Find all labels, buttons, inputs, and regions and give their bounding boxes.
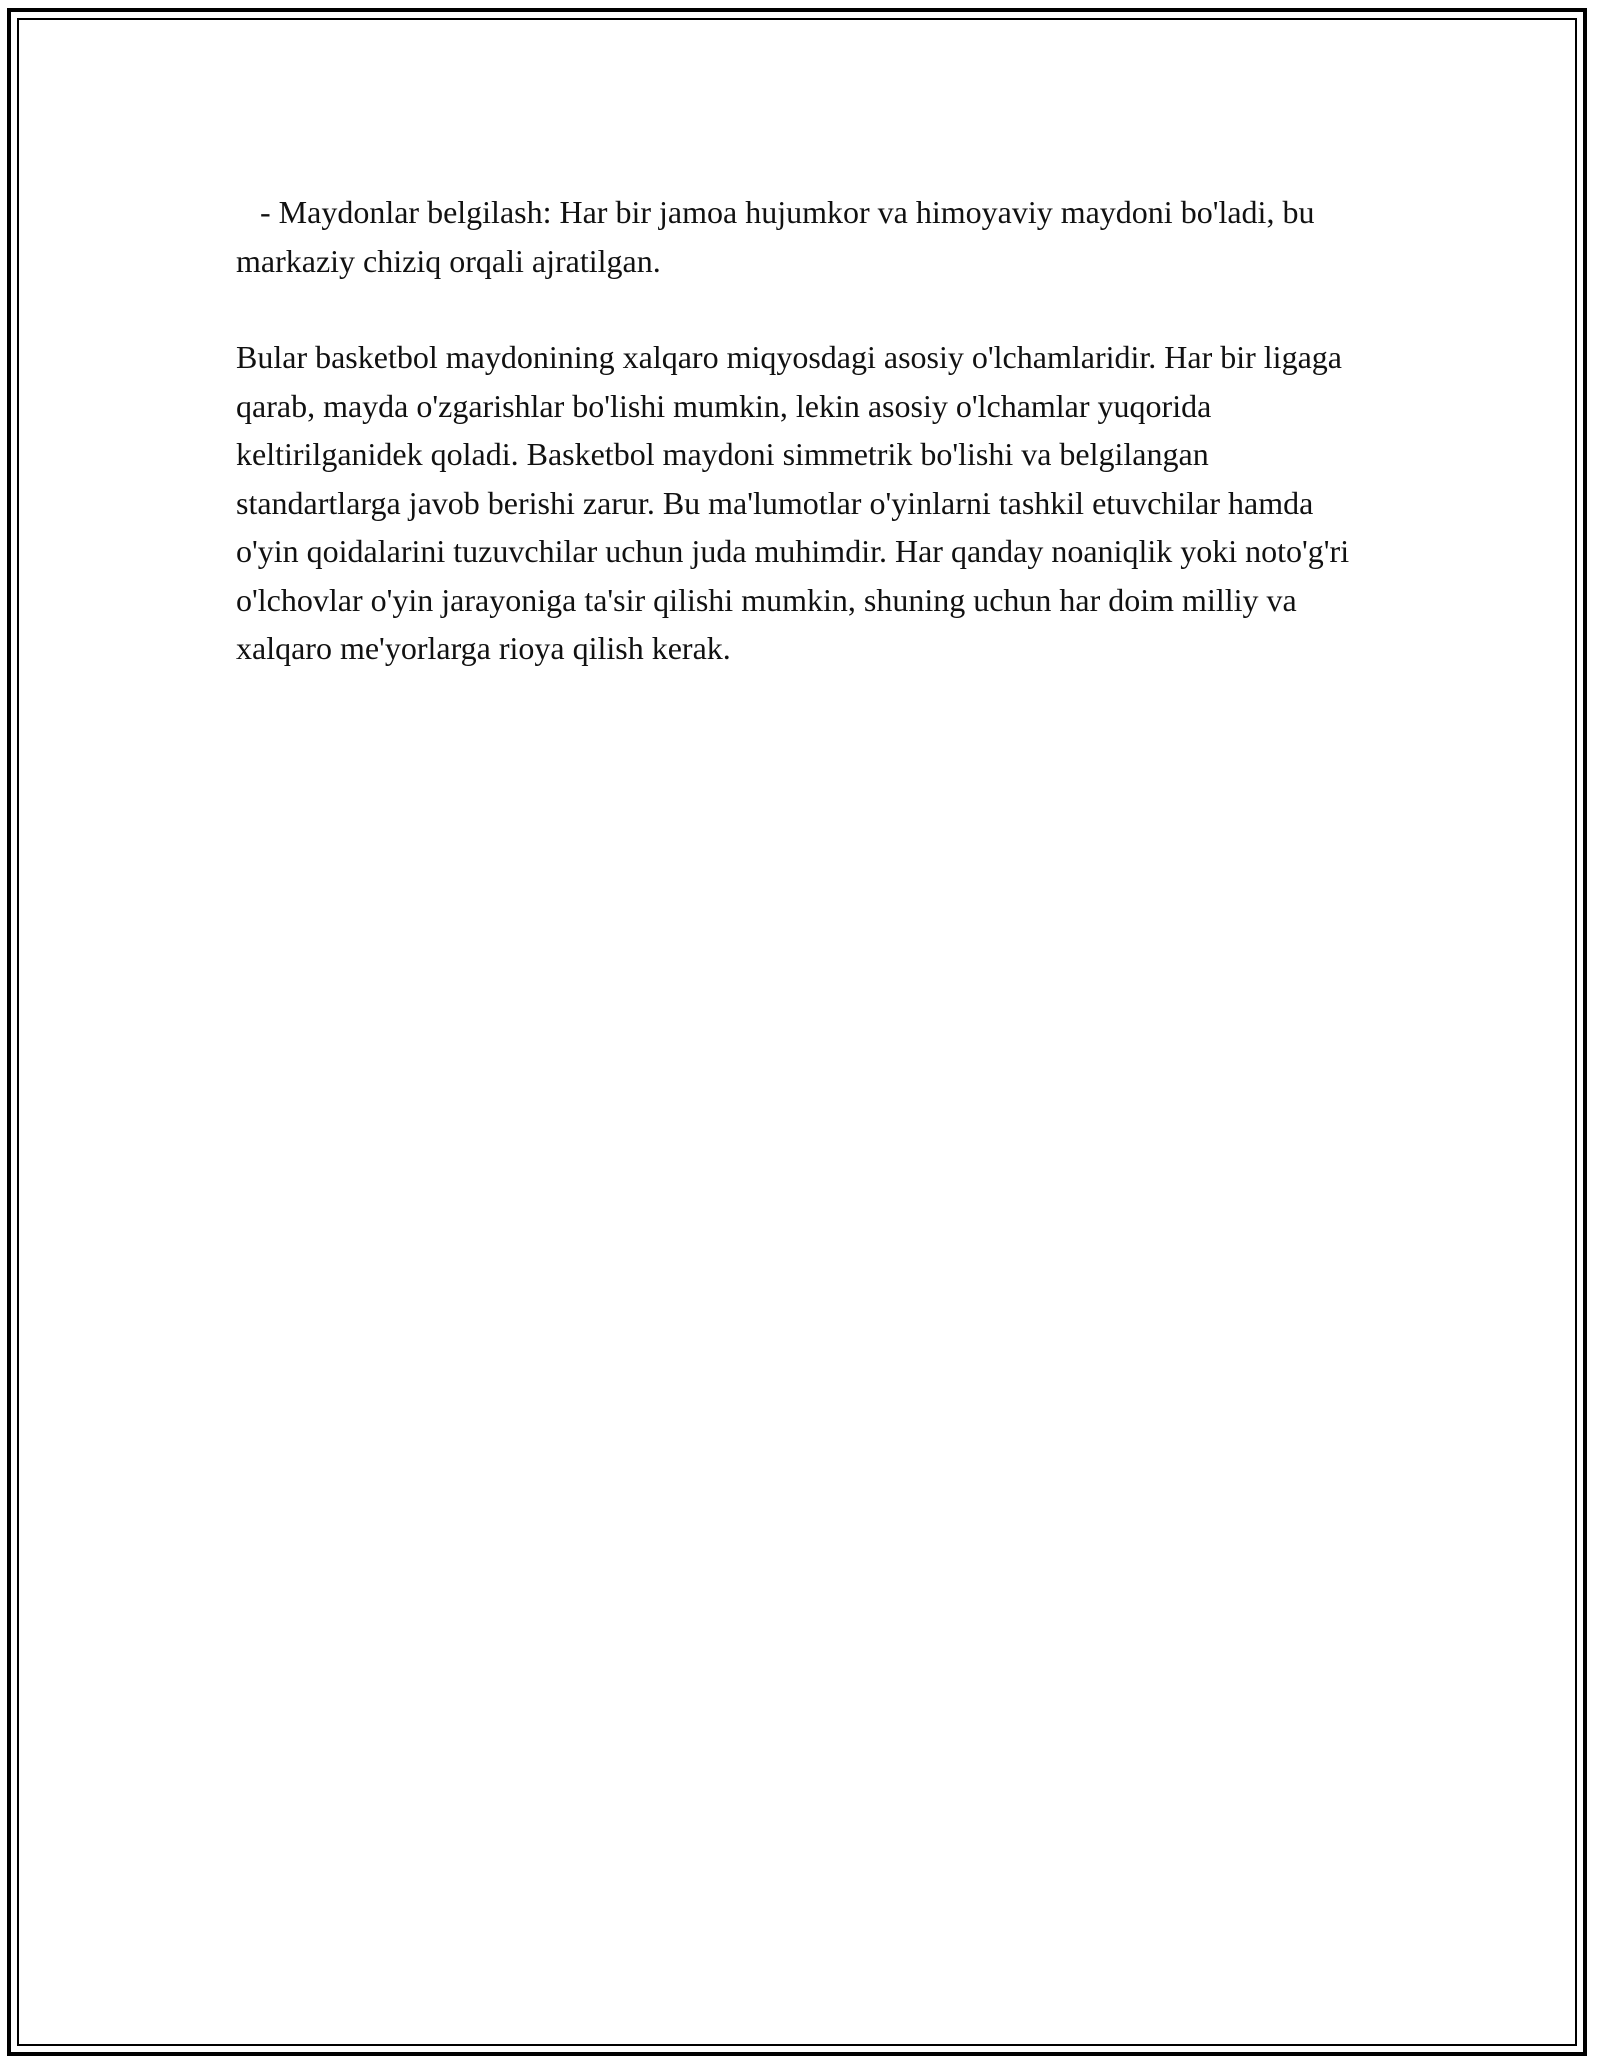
paragraph-field-markings: - Maydonlar belgilash: Har bir jamoa hujumkor va himoyaviy maydoni bo'ladi, bu markaziy chiziq orqali ajratilgan. (236, 194, 1323, 279)
paragraph-summary: Bular basketbol maydonining xalqaro miqyosdagi asosiy o'lchamlaridir. Har bir ligaga qarab, mayda o'zgarishlar bo'lishi mumkin, lekin asosiy o'lchamlar yuqorida keltirilganidek qoladi. Basketbol maydoni simmetrik bo'lishi va belgilangan standartlarga javob berishi zarur. Bu ma'lumotlar o'yinlarni tashkil etuvchilar hamda o'yin qoidalarini tuzuvchilar uchun juda muhimdir. Har qanday noaniqlik yoki noto'g'ri o'lchovlar o'yin jarayoniga ta'sir qilishi mumkin, shuning uchun har doim milliy va xalqaro me'yorlarga rioya qilish kerak. (236, 339, 1358, 666)
paragraph-spacer (236, 285, 1376, 333)
document-body (236, 188, 1376, 673)
